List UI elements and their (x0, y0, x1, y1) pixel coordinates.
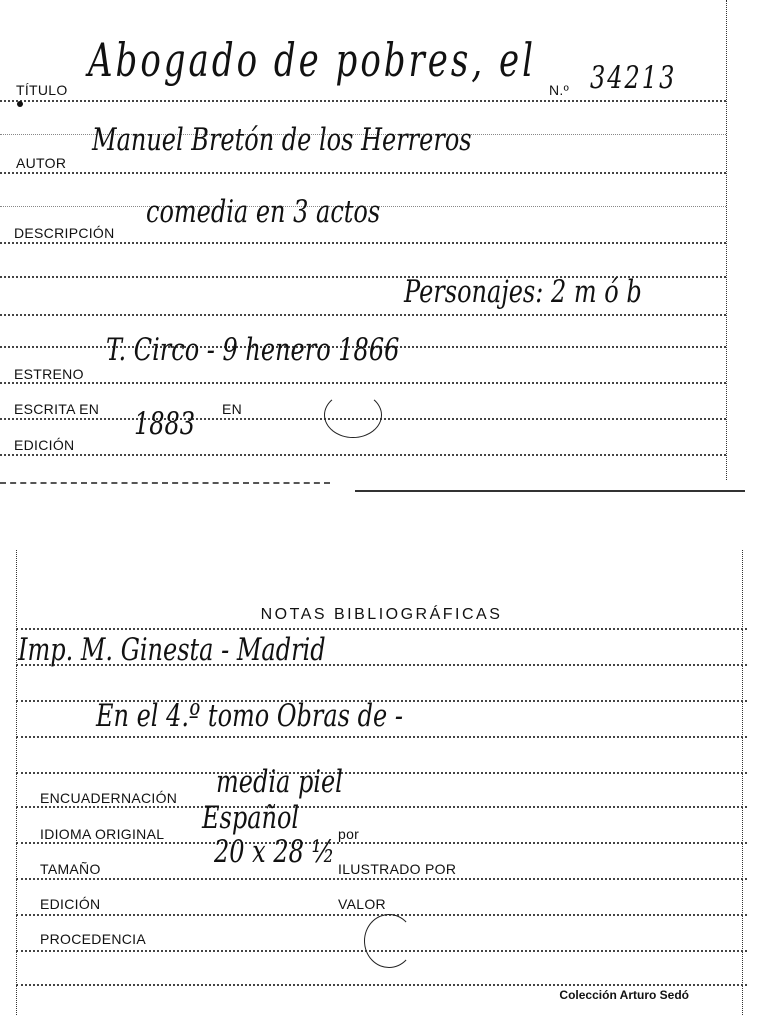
tamano-value: 20 x 28 ½ (214, 833, 335, 870)
catalog-card-notes (16, 550, 747, 1020)
procedencia-label: PROCEDENCIA (40, 931, 146, 947)
rule-line (0, 100, 726, 102)
rule-line (16, 772, 747, 774)
card-bottom-edge (0, 482, 330, 484)
catalog-card-main (0, 0, 730, 490)
rule-line (16, 736, 747, 738)
en-label: EN (222, 401, 243, 417)
note-line-1: Imp. M. Ginesta - Madrid (18, 631, 326, 668)
edicion-value: 1883 (134, 405, 196, 442)
valor-label: VALOR (338, 896, 386, 912)
rule-line (0, 382, 726, 384)
numero-value: 34213 (590, 59, 677, 96)
rule-line (16, 628, 747, 630)
encuadernacion-label: ENCUADERNACIÓN (40, 790, 178, 806)
collection-footer: Colección Arturo Sedó (559, 988, 689, 1002)
rule-line (16, 984, 747, 986)
rule-line (16, 842, 747, 844)
rule-line (16, 878, 747, 880)
rule-line (0, 242, 726, 244)
autor-value: Manuel Bretón de los Herreros (92, 121, 472, 158)
estreno-value: T. Circo - 9 henero 1866 (106, 331, 400, 368)
ilustrado-label: ILUSTRADO POR (338, 861, 457, 877)
notas-heading: NOTAS BIBLIOGRÁFICAS (260, 606, 503, 623)
card-right-edge (726, 0, 727, 480)
rule-line (16, 806, 747, 808)
tamano-label: TAMAÑO (40, 861, 101, 877)
note-line-2: En el 4.º tomo Obras de - (96, 697, 403, 734)
titulo-value: Abogado de pobres, el (88, 34, 536, 88)
idioma-value: Español (202, 799, 300, 836)
personajes-value: Personajes: 2 m ó b (404, 273, 642, 310)
edicion-label: EDICIÓN (40, 896, 101, 912)
punch-hole (364, 914, 414, 968)
edicion-label: EDICIÓN (14, 437, 75, 453)
autor-label: AUTOR (16, 155, 67, 171)
rule-line (0, 454, 726, 456)
cut-line (355, 490, 745, 492)
estreno-label: ESTRENO (14, 366, 84, 382)
descripcion-label: DESCRIPCIÓN (14, 225, 115, 241)
numero-label: N.º (549, 82, 570, 98)
por-label: por (338, 826, 360, 842)
rule-line (0, 172, 726, 174)
descripcion-value: comedia en 3 actos (146, 193, 381, 230)
escrita-en-label: ESCRITA EN (14, 401, 100, 417)
punch-dot (17, 101, 23, 107)
titulo-label: TÍTULO (16, 82, 68, 98)
encuadernacion-value: media piel (216, 763, 343, 800)
idioma-label: IDIOMA ORIGINAL (40, 826, 165, 842)
rule-line (0, 314, 726, 316)
punch-hole (324, 392, 382, 438)
